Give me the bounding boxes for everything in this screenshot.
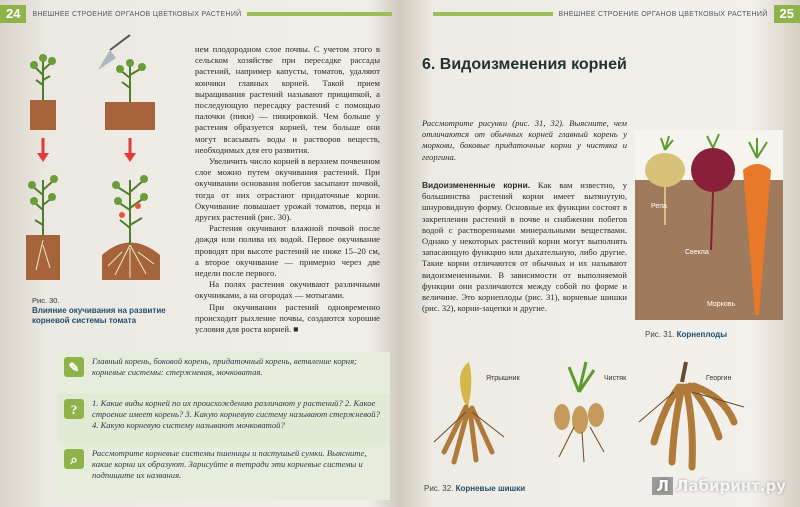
georgin-label: Георгин [706,375,732,382]
figure-31-label: Рис. 31. [645,330,675,339]
right-page [402,0,800,507]
figure-30-illustration [10,30,180,292]
figure-32-title: Корневые шишки [455,484,526,493]
pencil-icon: ✎ [64,357,84,377]
figure-32-label: Рис. 32. [424,484,454,493]
watermark-badge: Л [652,477,672,495]
repa-label: Репа [651,203,667,210]
svekla-label: Свекла [685,249,709,256]
magnifier-icon: ⌕ [64,449,84,469]
body-text: Как вам известно, у большинства растений корни имеет вытянутую, шнуровидную форму. Основные их функции состоят в закреплении растений в почве и снабжении побегов водой с растворенными минеральными веществами. Однако у некоторых растений корни могут выполнять запасающую функцию или дыхательную, либо другие. Такие корни отличаются от обычных и их называют видоизмененными. В зависимости от выполняемой функции они различаются между собой по форме и величине. Это корнеплоды (рис. 31), корневые шишки (рис. 32), корни-зацепки и другие. [422,180,627,314]
header-rule [433,12,553,16]
task-text: Рассмотрите корневые системы пшеницы и пастушьей сумки. Выясните, какие корни их образуют. Зарисуйте в тетради эти корневые системы и подпишите их названия. [92,448,367,480]
key-terms-box [58,352,390,394]
figure-30-label: Рис. 30. [32,296,60,305]
left-page [0,0,398,507]
paragraph: При окучивании растений одновременно происходит рыхление почвы, создаются хорошие условия для роста корней. ■ [195,301,380,335]
paragraph: Увеличить число корней в верхнем почвенном слое можно путем окучивания растений. При окучивании основания побегов засыпают почвой, тогда от них отрастают придаточные корни. Окучивание повышает урожай томатов, перца и других растений (рис. 30). [195,156,380,223]
soil-cup-1 [30,100,56,130]
paragraph: На полях растения окучивают различными окучниками, а на огородах — мотыгами. [195,279,380,301]
figure-31-illustration [635,130,783,320]
yatrishnik-label: Ятрышник [486,375,520,382]
figure-32-illustration [424,352,784,482]
left-header [0,6,392,22]
figure-30-title: Влияние окучивания на развитие корневой системы томата [32,306,166,325]
section-intro: Рассмотрите рисунки (рис. 31, 32). Выясните, чем отличаются от обычных корней главный корень у моркови, боковые придаточные корни у чистяка и георгина. [422,118,627,162]
running-header: ВНЕШНЕЕ СТРОЕНИЕ ОРГАНОВ ЦВЕТКОВЫХ РАСТЕНИЙ [558,10,768,18]
page-number: 25 [774,5,800,23]
question-icon: ? [64,399,84,419]
key-terms-text: Главный корень, боковой корень, придаточный корень, ветвление корня; корневые системы: стержневая, мочковатая. [92,356,357,377]
paragraph: Растения окучивают влажной почвой после дождя или полива их водой. Первое окучивание проводят при высоте растений не ниже 15–20 см, а второе окучивание — примерно через две недели после первого. [195,223,380,279]
section-title: 6. Видоизменения корней [422,56,627,73]
page-number: 24 [0,5,26,23]
paragraph: нем плодородном слое почвы. С учетом этого в сельском хозяйстве при пересадке рассады растений, например капусты, томатов, удаляют кончики главных корней. Такой прием выращивания растений называют прищипкой, а последующую пересадку растений с помощью палочки (пики) — пикировкой. Чем больше у растения образуется корней, тем больше они могут всасывать воды и растворов веществ, необходимых для его развития. [195,44,380,155]
watermark-text: Лабиринт.ру [675,477,786,495]
figure-32-caption [424,484,525,493]
left-text-column [195,44,380,335]
figure-30-caption [32,296,182,326]
running-header: ВНЕШНЕЕ СТРОЕНИЕ ОРГАНОВ ЦВЕТКОВЫХ РАСТЕНИЙ [32,10,242,18]
header-rule [247,12,392,16]
morkov-label: Морковь [707,301,736,308]
questions-text: 1. Какие виды корней по их происхождению различают у растений? 2. Какое строение имеет корень? 3. Какую корневую систему называют стержневой? 4. Какую корневую систему называют мочковатой? [92,398,380,430]
body-lead: Видоизмененные корни. [422,180,531,190]
right-text-column [422,180,627,314]
figure-31-title: Корнеплоды [676,330,728,339]
watermark [652,477,786,495]
chistyak-label: Чистяк [604,375,627,382]
task-box [58,444,390,500]
questions-box [58,394,390,444]
figure-31-caption [645,330,727,339]
right-header [408,6,800,22]
